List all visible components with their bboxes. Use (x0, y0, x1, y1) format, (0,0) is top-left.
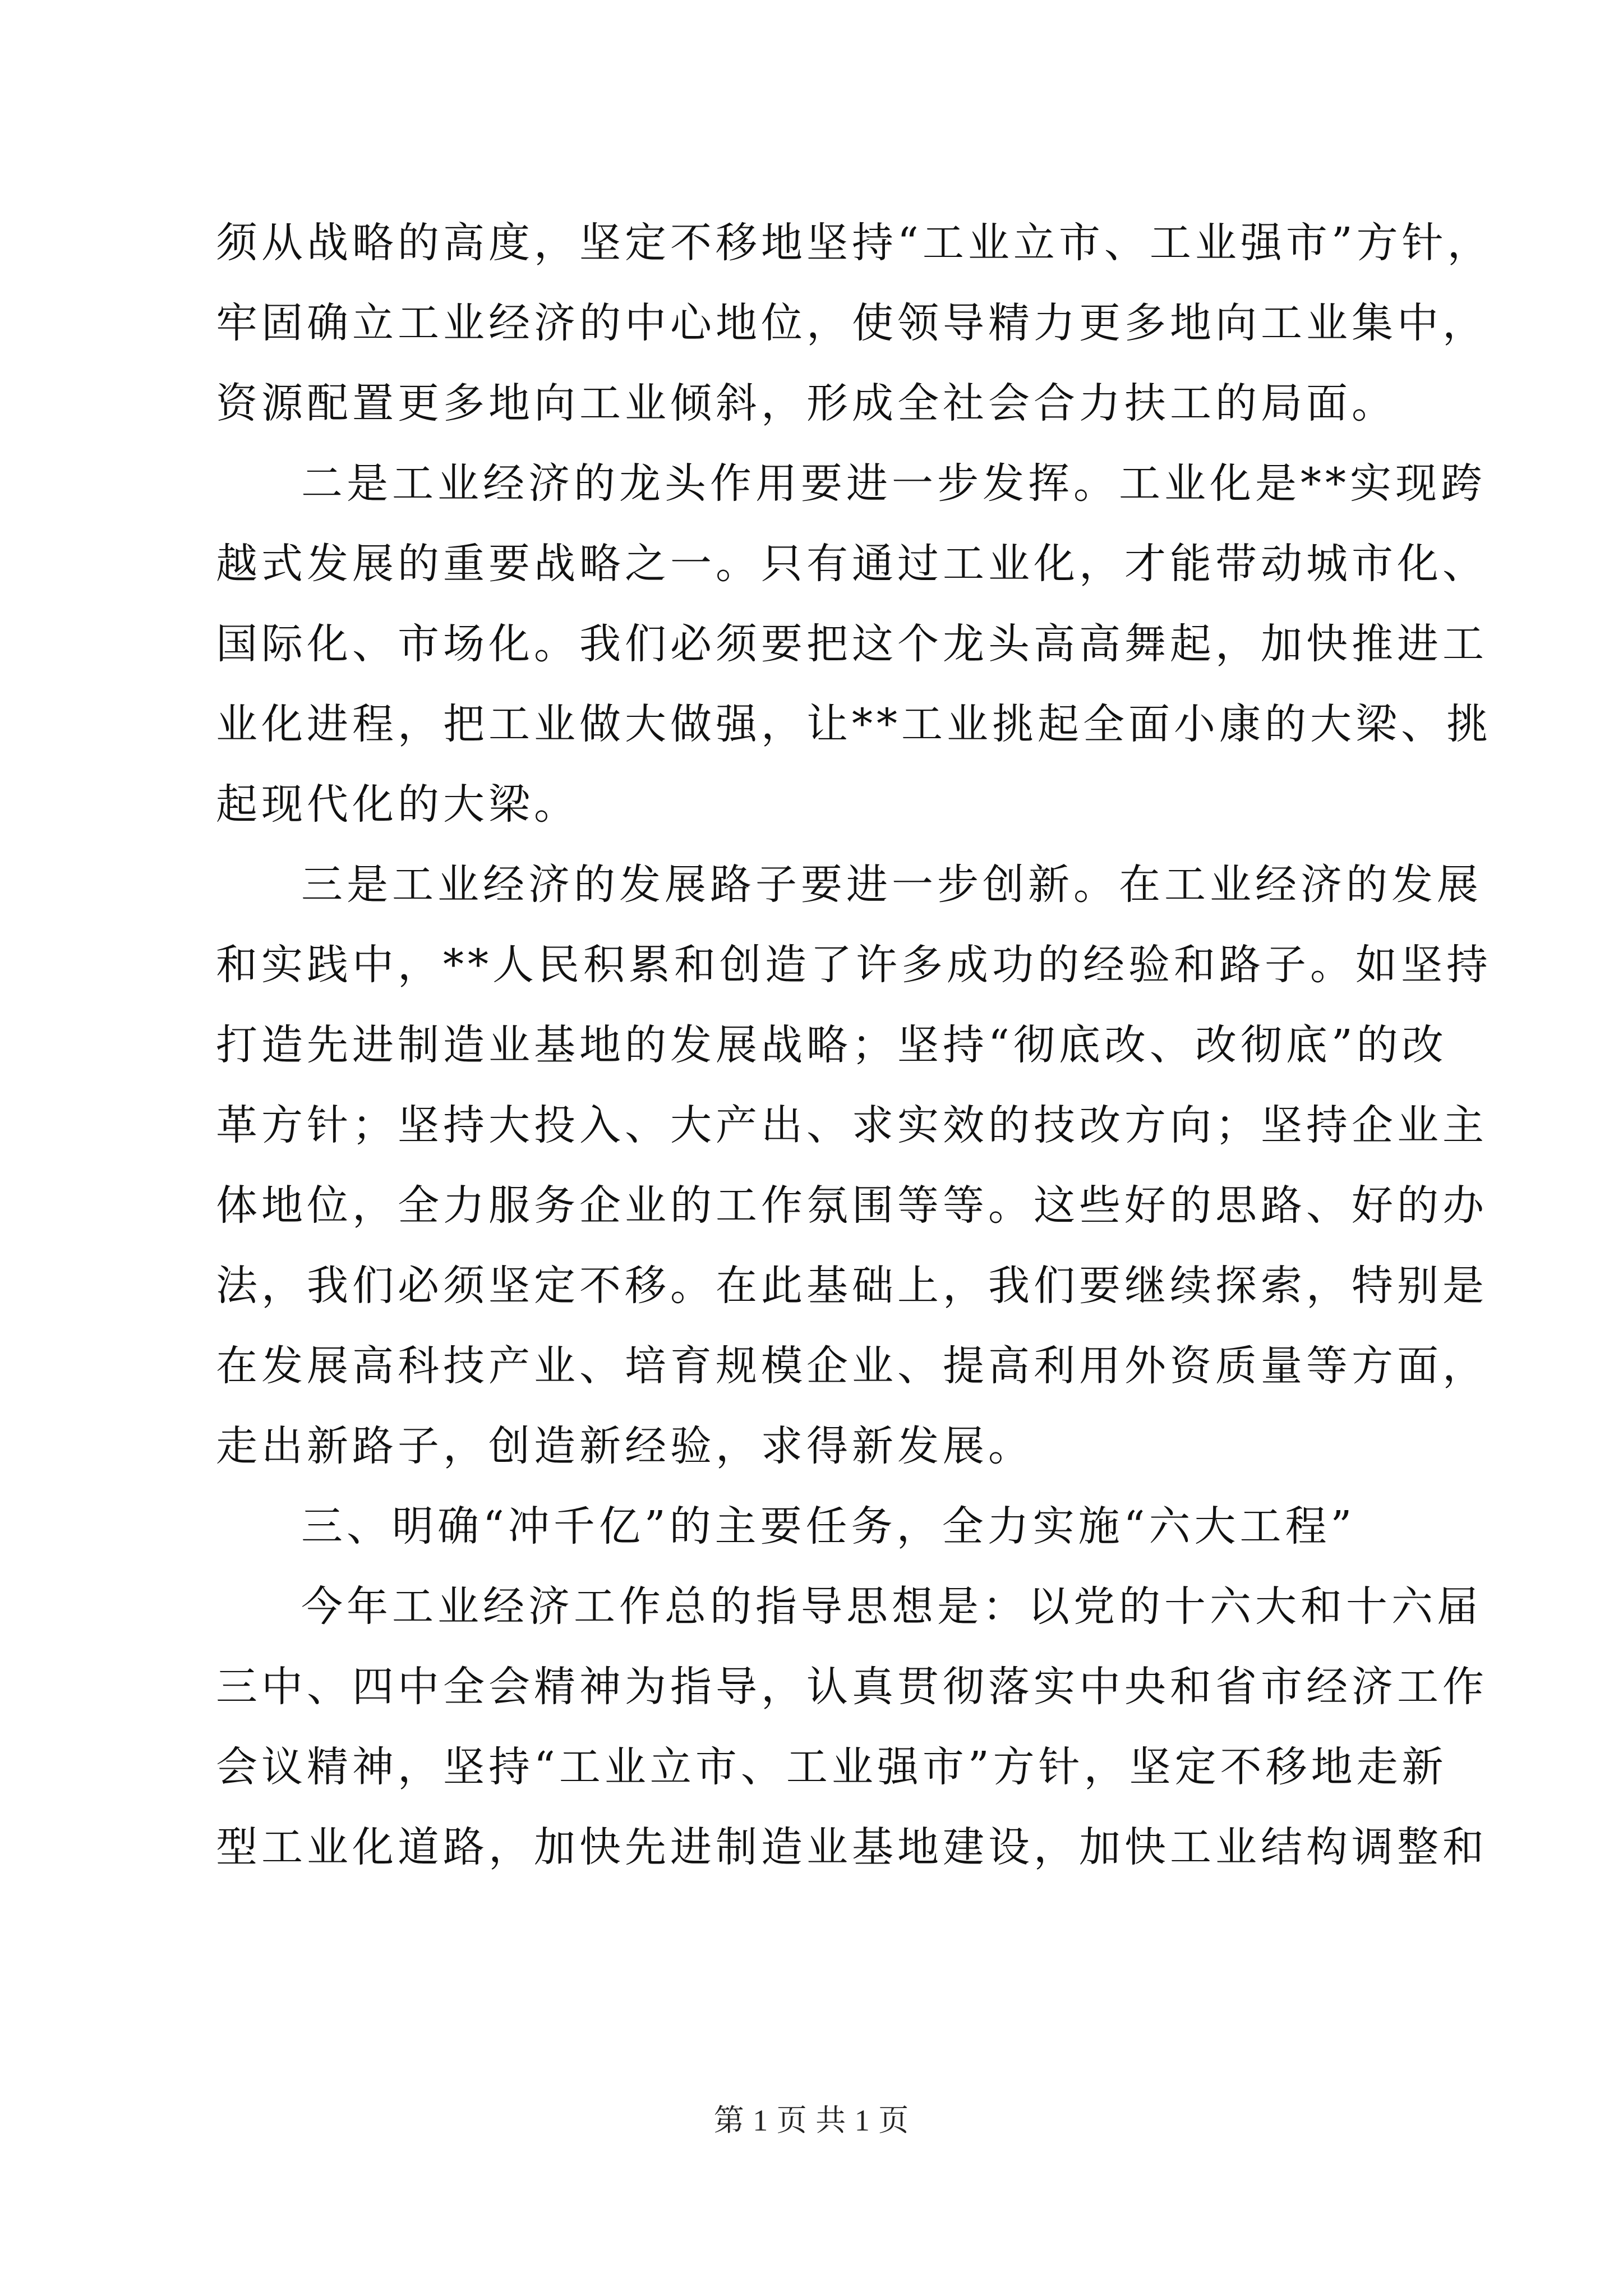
text-line: 法，我们必须坚定不移。在此基础上，我们要继续探索，特别是 (216, 1262, 1488, 1310)
text-line: 须从战略的高度，坚定不移地坚持“工业立市、工业强市”方针， (216, 219, 1493, 267)
text-line: 体地位，全力服务企业的工作氛围等等。这些好的思路、好的办 (216, 1181, 1488, 1230)
document-body (216, 203, 1493, 1888)
text-line: 三中、四中全会精神为指导，认真贯彻落实中央和省市经济工作 (216, 1663, 1488, 1711)
paragraph-first-line: 二是工业经济的龙头作用要进一步发挥。工业化是**实现跨 (301, 459, 1486, 508)
text-line: 起现代化的大梁。 (216, 780, 579, 829)
paragraph-first-line: 三是工业经济的发展路子要进一步创新。在工业经济的发展 (301, 861, 1482, 909)
text-line: 国际化、市场化。我们必须要把这个龙头高高舞起，加快推进工 (216, 620, 1488, 668)
text-line: 和实践中，**人民积累和创造了许多成功的经验和路子。如坚持 (216, 941, 1492, 989)
page-footer: 第 1 页 共 1 页 (713, 2104, 910, 2137)
text-line: 革方针；坚持大投入、大产出、求实效的技改方向；坚持企业主 (216, 1101, 1488, 1149)
text-line: 在发展高科技产业、培育规模企业、提高利用外资质量等方面， (216, 1342, 1488, 1390)
text-line: 打造先进制造业基地的发展战略；坚持“彻底改、改彻底”的改 (216, 1021, 1447, 1069)
text-line: 型工业化道路，加快先进制造业基地建设，加快工业结构调整和 (216, 1823, 1488, 1871)
paragraph-first-line: 三、明确“冲千亿”的主要任务，全力实施“六大工程” (301, 1502, 1356, 1550)
text-line: 业化进程，把工业做大做强，让**工业挑起全面小康的大梁、挑 (216, 700, 1492, 748)
text-line: 会议精神，坚持“工业立市、工业强市”方针，坚定不移地走新 (216, 1743, 1447, 1791)
text-line: 资源配置更多地向工业倾斜，形成全社会合力扶工的局面。 (216, 379, 1397, 427)
text-line: 越式发展的重要战略之一。只有通过工业化，才能带动城市化、 (216, 540, 1488, 588)
paragraph-first-line: 今年工业经济工作总的指导思想是：以党的十六大和十六届 (301, 1582, 1482, 1631)
text-line: 走出新路子，创造新经验，求得新发展。 (216, 1422, 1034, 1470)
text-line: 牢固确立工业经济的中心地位，使领导精力更多地向工业集中， (216, 299, 1488, 347)
